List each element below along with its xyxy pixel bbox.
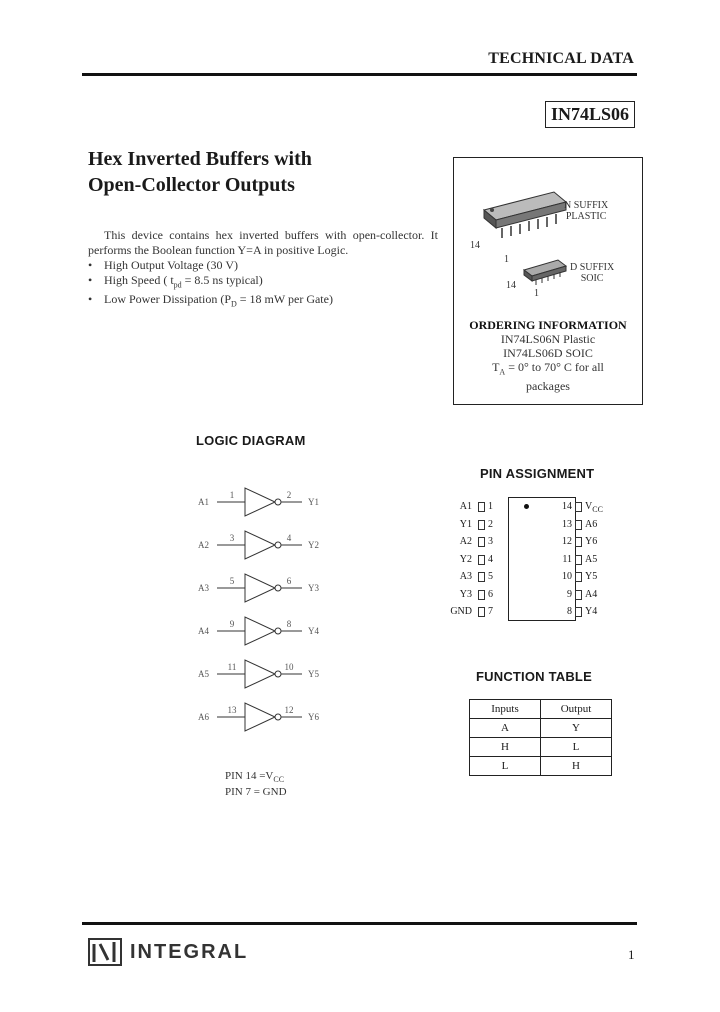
- table-header-row: [470, 700, 612, 719]
- header-title: TECHNICAL DATA: [488, 50, 634, 67]
- gate-input-label: A4: [198, 626, 209, 636]
- logic-diagram: [190, 480, 340, 740]
- gate-input-pin: 5: [229, 576, 235, 586]
- pin-name: Y5: [585, 571, 598, 582]
- pin-number: 2: [488, 518, 493, 530]
- package-box: [453, 157, 643, 405]
- gate-output-label: Y5: [308, 669, 319, 679]
- pin-name: Y4: [585, 606, 598, 617]
- pin-name: Y2: [459, 553, 472, 565]
- description: [88, 228, 438, 312]
- vcc-note: PIN $14 =V_{CC}$: [225, 770, 285, 785]
- power-note: [225, 770, 287, 798]
- inverter-gate: [198, 574, 319, 602]
- gate-output-pin: 6: [286, 576, 292, 586]
- pin-assignment-title: PIN ASSIGNMENT: [480, 466, 595, 481]
- pin-name: A3: [459, 571, 472, 582]
- table-row: A Y: [470, 719, 612, 738]
- ordering-information: ORDERING INFORMATION IN74LS06N Plastic IN74LS06D SOIC $T_A = 0^\circ$ to 70° C for all packages: [454, 318, 642, 393]
- pin-number: 5: [488, 571, 493, 582]
- order-item: IN74LS06N Plastic: [500, 332, 596, 346]
- header-rule: [82, 73, 637, 76]
- description-intro: This device contains hex inverted buffers with open-collector. It performs the Boolean function Y=A in positive Logic.: [88, 228, 438, 257]
- gate-input-pin: 13: [227, 705, 237, 715]
- gate-input-label: A5: [198, 669, 209, 679]
- pin-name: Y6: [585, 536, 598, 547]
- gate-output-label: Y3: [308, 583, 319, 593]
- pin-number: 9: [567, 588, 572, 600]
- gate-input-label: A6: [198, 712, 209, 722]
- ordering-title: ORDERING INFORMATION: [469, 318, 627, 332]
- pin-name: Y3: [459, 588, 472, 600]
- pin-name: $V_{CC}$: [585, 501, 603, 514]
- gate-output-label: Y1: [308, 497, 319, 507]
- part-number: IN74LS06: [545, 101, 635, 128]
- gate-input-pin: 9: [229, 619, 235, 629]
- pin-name: A5: [585, 553, 598, 565]
- inverter-gate: [198, 660, 319, 688]
- pin-name: Y1: [459, 518, 472, 530]
- pin-number: 6: [488, 588, 493, 600]
- gate-input-pin: 3: [229, 533, 235, 543]
- d-suffix-label: D SUFFIX SOIC: [570, 262, 615, 284]
- page-number: 1: [628, 947, 635, 962]
- soic-package-icon: [524, 260, 566, 285]
- gate-input-label: A1: [198, 497, 209, 507]
- table-row: H L: [470, 738, 612, 757]
- header-output: Output: [541, 700, 612, 719]
- gnd-note: PIN 7 = GND: [225, 786, 287, 799]
- pin-number: 11: [562, 553, 572, 565]
- soic-pin14-label: 14: [506, 280, 516, 291]
- inverter-gate: [198, 488, 319, 516]
- inverter-gate: [198, 703, 319, 731]
- logic-diagram-title: LOGIC DIAGRAM: [196, 433, 306, 448]
- document-title: [88, 146, 312, 198]
- package-drawing: [454, 158, 642, 308]
- pin-name: A2: [459, 536, 472, 547]
- inverter-gate: [198, 531, 319, 559]
- title-line-2: Open-Collector Outputs: [88, 174, 295, 196]
- dip-pin1-label: 1: [504, 254, 509, 265]
- pin-number: 4: [488, 553, 493, 565]
- dip-pin14-label: 14: [470, 240, 480, 251]
- gate-output-label: Y4: [308, 626, 319, 636]
- pin-number: 7: [488, 606, 493, 617]
- integral-logo-icon: [88, 938, 122, 966]
- integral-logo-text: INTEGRAL: [130, 941, 249, 963]
- inverter-gate: [198, 617, 319, 645]
- feature-list: [88, 258, 438, 312]
- gate-input-label: A2: [198, 540, 209, 550]
- pin-name: GND: [450, 606, 472, 617]
- pin-number: 10: [562, 571, 572, 582]
- order-item: IN74LS06D SOIC: [503, 346, 593, 360]
- function-table: [469, 699, 612, 776]
- header-inputs: Inputs: [470, 700, 541, 719]
- gate-input-label: A3: [198, 583, 209, 593]
- n-suffix-label: N SUFFIX PLASTIC: [564, 200, 609, 222]
- pin-number: 3: [488, 536, 493, 547]
- gate-output-pin: 10: [284, 662, 294, 672]
- gate-input-pin: 1: [229, 490, 235, 500]
- gate-output-pin: 8: [286, 619, 292, 629]
- pin-name: A1: [459, 501, 472, 512]
- function-table-title: FUNCTION TABLE: [476, 669, 592, 684]
- gate-input-pin: 11: [227, 662, 237, 672]
- gate-output-pin: 12: [284, 705, 294, 715]
- pin1-dot-icon: [524, 504, 529, 509]
- pin-number: 12: [562, 536, 572, 547]
- feature-item: • High Speed ( $t_{pd} = 8.5$ ns typical): [88, 273, 438, 292]
- temperature-range: $T_A = 0^\circ$ to 70° C for all: [492, 360, 604, 377]
- pin-number: 1: [488, 501, 493, 512]
- pin-number: 13: [562, 518, 572, 530]
- pin-number: 8: [567, 606, 572, 617]
- dip-package-icon: [484, 192, 566, 238]
- footer-rule: [82, 922, 637, 925]
- gate-output-pin: 4: [286, 533, 292, 543]
- gate-output-pin: 2: [286, 490, 292, 500]
- gate-output-label: Y6: [308, 712, 319, 722]
- gate-output-label: Y2: [308, 540, 319, 550]
- feature-item: • High Output Voltage (30 V): [88, 258, 438, 273]
- soic-pin1-label: 1: [534, 288, 539, 299]
- pin-name: A6: [585, 518, 598, 530]
- feature-item: • Low Power Dissipation ($P_D = 18$ mW per Gate): [88, 292, 438, 311]
- pin-name: A4: [585, 588, 598, 600]
- title-line-1: Hex Inverted Buffers with: [88, 148, 312, 170]
- table-row: L H: [470, 757, 612, 776]
- pin-number: 14: [562, 501, 572, 512]
